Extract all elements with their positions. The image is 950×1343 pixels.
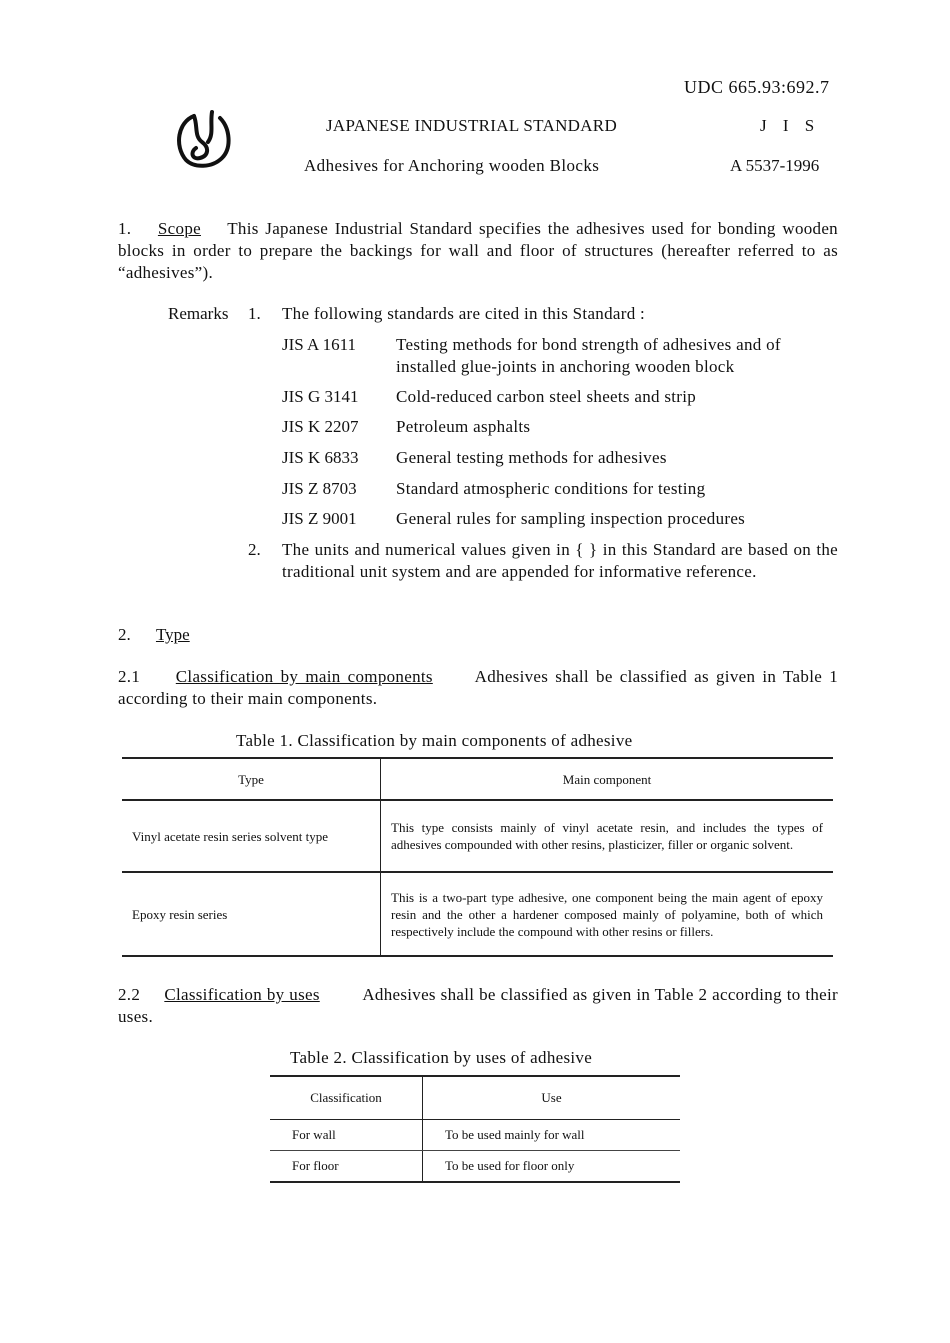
cited-code: JIS G 3141 [282, 387, 359, 406]
cited-code: JIS Z 8703 [282, 479, 357, 498]
cited-title: Testing methods for bond strength of adhesives and of installed glue-joints in anchoring wooden block [396, 335, 781, 376]
cited-title: Standard atmospheric conditions for testing [396, 479, 706, 498]
table1-header-type: Type [122, 758, 381, 800]
remark-text: The units and numerical values given in { } in this Standard are based on the traditional unit system and are appended for informative reference. [282, 540, 838, 581]
table2-header-classification: Classification [270, 1076, 423, 1120]
cited-title: General rules for sampling inspection procedures [396, 509, 746, 528]
table-header-row [122, 758, 833, 800]
section-heading-type [118, 624, 190, 646]
table1-caption: Table 1. Classification by main components of adhesive [236, 731, 633, 750]
cited-title: General testing methods for adhesives [396, 448, 667, 467]
table2 [270, 1075, 680, 1183]
scope-paragraph [118, 218, 838, 284]
table1-type-cell: Epoxy resin series [122, 872, 381, 956]
standard-name: JAPANESE INDUSTRIAL STANDARD [326, 116, 618, 135]
jis-logo-icon [172, 106, 238, 172]
section-number: 2. [118, 625, 131, 644]
table2-use-cell: To be used for floor only [445, 1158, 575, 1173]
subsection-2-2 [118, 984, 838, 1028]
cited-code: JIS K 6833 [282, 448, 359, 467]
cited-code: JIS K 2207 [282, 417, 359, 436]
scope-text: This Japanese Industrial Standard specifies the adhesives used for bonding wooden blocks in order to prepare the backings for wall and floor of structures (hereafter referred to as “adhesives”). [118, 219, 838, 282]
remark-number: 2. [248, 540, 261, 559]
jis-mark: J I S [760, 116, 821, 135]
table-row [270, 1151, 680, 1183]
table2-classification-cell: For wall [270, 1120, 423, 1151]
remark-number: 1. [248, 304, 261, 323]
subsection-number: 2.1 [118, 667, 141, 686]
document-number: A 5537-1996 [730, 156, 820, 175]
section-title: Type [155, 625, 190, 644]
table2-classification-cell: For floor [270, 1151, 423, 1183]
scope-heading: Scope [157, 219, 201, 238]
cited-code: JIS Z 9001 [282, 509, 357, 528]
table1 [122, 757, 833, 957]
table-header-row [270, 1076, 680, 1120]
cited-title: Petroleum asphalts [396, 417, 531, 436]
table2-header-use: Use [423, 1076, 681, 1120]
table1-type-cell: Vinyl acetate resin series solvent type [122, 800, 381, 872]
remarks-label: Remarks [168, 304, 229, 323]
subsection-heading: Classification by uses [164, 985, 320, 1004]
document-title: Adhesives for Anchoring wooden Blocks [304, 156, 600, 175]
table2-use-cell: To be used mainly for wall [423, 1120, 681, 1151]
subsection-heading: Classification by main components [175, 667, 433, 686]
table1-header-main-component: Main component [381, 758, 834, 800]
table1-component-cell: This type consists mainly of vinyl acetate resin, and includes the types of adhesives compounded with other resins, plasticizer, filler or organic solvent. [381, 800, 834, 872]
table-row [270, 1120, 680, 1151]
table-row [122, 872, 833, 956]
subsection-text: Adhesives shall be classified as given in Table 1 according to their main components. [118, 667, 838, 708]
scope-number: 1. [118, 219, 132, 238]
remark-text: The following standards are cited in this Standard : [282, 304, 646, 323]
udc-number: UDC 665.93:692.7 [684, 77, 830, 97]
cited-title: Cold-reduced carbon steel sheets and strip [396, 387, 697, 406]
table-row [122, 800, 833, 872]
table2-caption: Table 2. Classification by uses of adhesive [290, 1048, 593, 1067]
subsection-number: 2.2 [118, 985, 141, 1004]
subsection-text: Adhesives shall be classified as given in Table 2 according to their uses. [118, 985, 839, 1026]
cited-code: JIS A 1611 [282, 335, 357, 354]
table1-component-cell: This is a two-part type adhesive, one component being the main agent of epoxy resin and the other a hardener composed mainly of polyamine, both of which respectively include the compound with other resins or fillers. [391, 889, 823, 939]
subsection-2-1 [118, 666, 838, 710]
